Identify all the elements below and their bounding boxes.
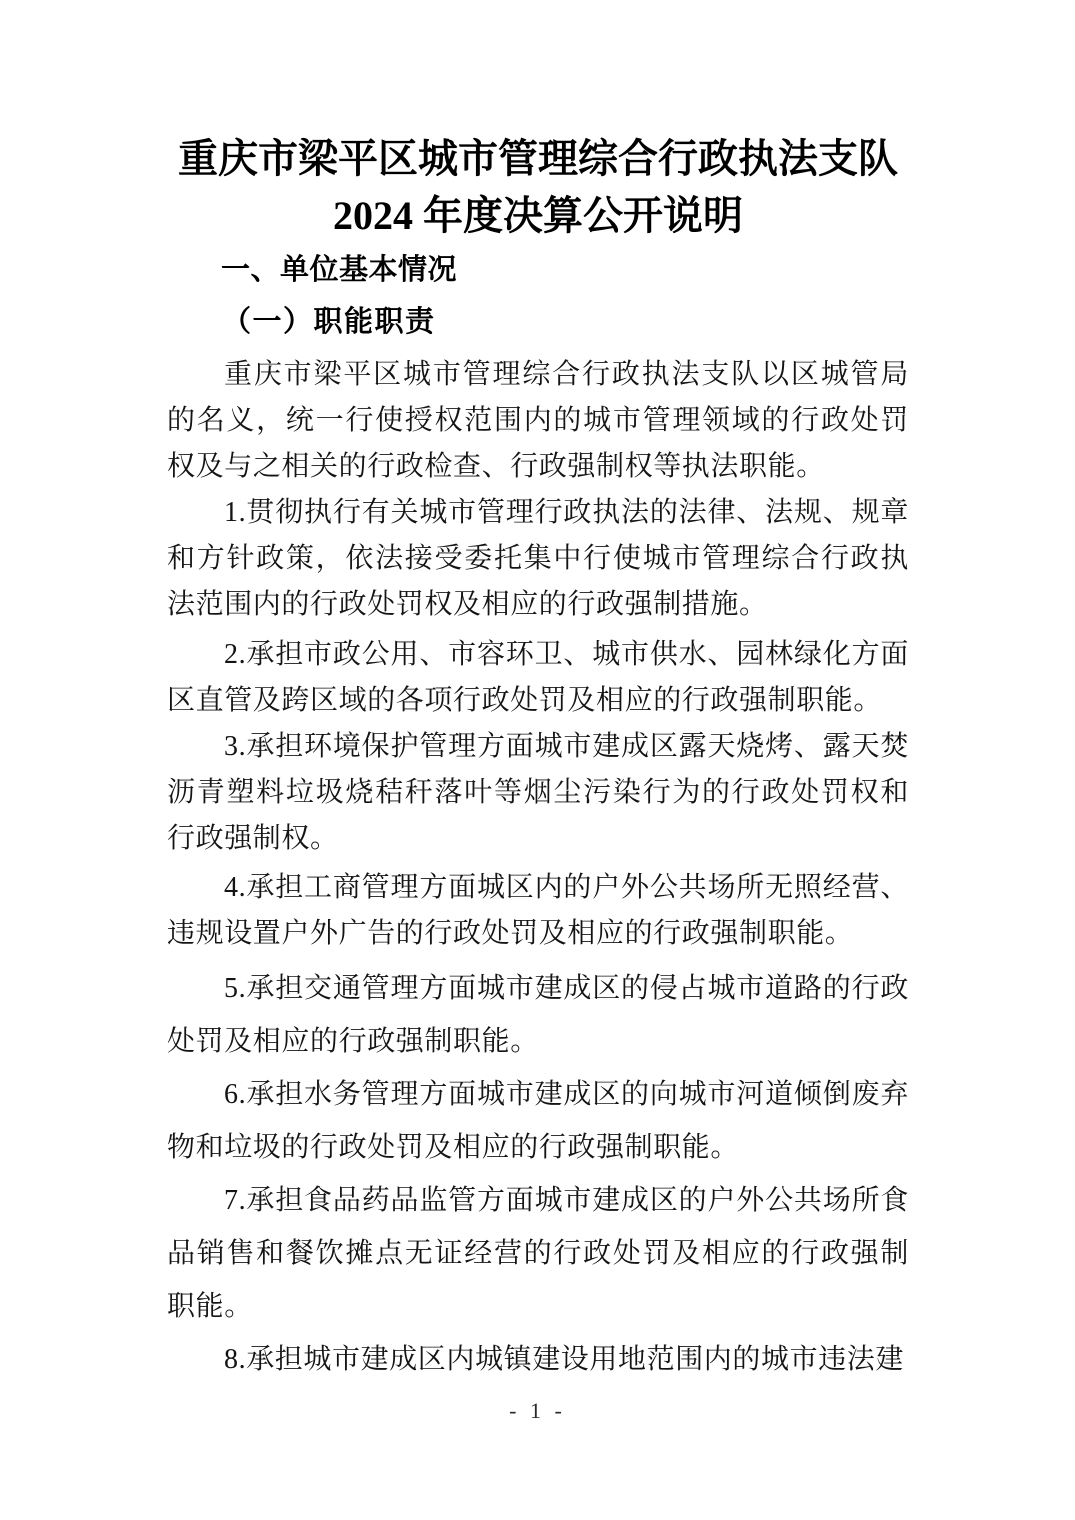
body-paragraph: 6.承担水务管理方面城市建成区的向城市河道倾倒废弃物和垃圾的行政处罚及相应的行政强制职能。 xyxy=(167,1079,909,1163)
body-paragraph: 8.承担城市建成区内城镇建设用地范围内的城市违法建 xyxy=(224,1344,905,1375)
content-area xyxy=(167,130,909,1386)
body-paragraph: 重庆市梁平区城市管理综合行政执法支队以区城管局的名义，统一行使授权范围内的城市管理领域的行政处罚权及与之相关的行政检查、行政强制权等执法职能。 xyxy=(167,359,909,482)
body-paragraph: 1.贯彻执行有关城市管理行政执法的法律、法规、规章和方针政策，依法接受委托集中行使城市管理综合行政执法范围内的行政处罚权及相应的行政强制措施。 xyxy=(167,497,909,620)
body-paragraph: 2.承担市政公用、市容环卫、城市供水、园林绿化方面区直管及跨区域的各项行政处罚及相应的行政强制职能。 xyxy=(167,639,909,716)
subsection-heading: （一）职能职责 xyxy=(222,306,436,338)
section-heading: 一、单位基本情况 xyxy=(221,254,458,286)
page-number: - 1 - xyxy=(509,1398,566,1423)
body-paragraph: 5.承担交通管理方面城市建成区的侵占城市道路的行政处罚及相应的行政强制职能。 xyxy=(167,973,909,1057)
body-paragraph: 3.承担环境保护管理方面城市建成区露天烧烤、露天焚沥青塑料垃圾烧秸秆落叶等烟尘污染行为的行政处罚权和行政强制权。 xyxy=(167,731,909,854)
document-title-line-1: 重庆市梁平区城市管理综合行政执法支队 xyxy=(178,136,898,181)
document-title-line-2: 2024 年度决算公开说明 xyxy=(333,193,743,238)
document-title xyxy=(167,130,909,244)
body-paragraph: 7.承担食品药品监管方面城市建成区的户外公共场所食品销售和餐饮摊点无证经营的行政处罚及相应的行政强制职能。 xyxy=(167,1185,909,1322)
body-paragraph: 4.承担工商管理方面城区内的户外公共场所无照经营、违规设置户外广告的行政处罚及相应的行政强制职能。 xyxy=(167,872,909,949)
